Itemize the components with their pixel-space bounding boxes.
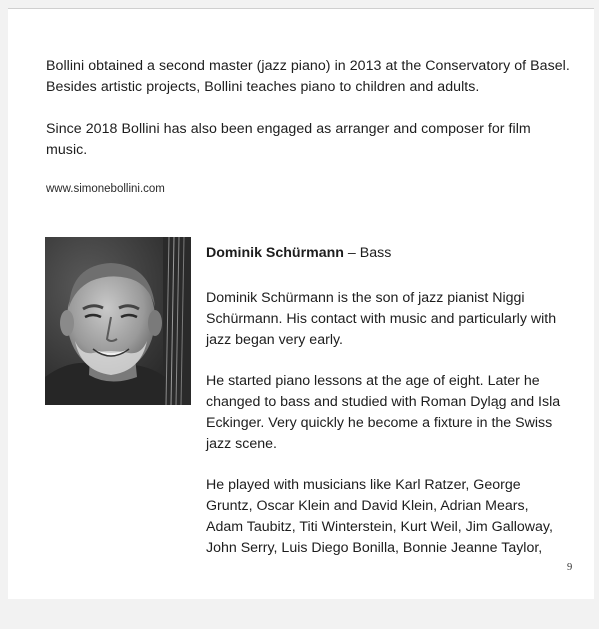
bio-paragraph-collaborations: He played with musicians like Karl Ratzer, George Gruntz, Oscar Klein and David Klein, Adrian Mears, Adam Taubitz, Titi Winterstein, Kurt Weil, Jim Galloway, John Serry, Luis Diego Bonilla, Bonnie Jeanne Taylor,: [206, 477, 553, 556]
bio-paragraph-family: Dominik Schürmann is the son of jazz pianist Niggi Schürmann. His contact with music and particularly with jazz began very early.: [206, 290, 557, 348]
page-number: 9: [567, 562, 573, 573]
musician-heading: [206, 243, 566, 264]
portrait-image: [45, 237, 191, 405]
musician-photo: [45, 237, 191, 405]
website-link[interactable]: www.simonebollini.com: [46, 183, 165, 195]
role-separator: –: [343, 245, 360, 261]
booklet-page: [8, 8, 594, 599]
bollini-paragraph-master: Bollini obtained a second master (jazz piano) in 2013 at the Conservatory of Basel. Besides artistic projects, Bollini teaches piano to children and adults.: [46, 58, 570, 95]
musician-name: Dominik Schürmann: [206, 245, 344, 261]
musician-role: Bass: [359, 245, 392, 261]
bio-paragraph-studies: He started piano lessons at the age of eight. Later he changed to bass and studied with Roman Dyląg and Isla Eckinger. Very quickly he become a fixture in the Swiss jazz scene.: [206, 373, 561, 452]
bollini-paragraph-film-music: Since 2018 Bollini has also been engaged as arranger and composer for film music.: [46, 121, 531, 158]
